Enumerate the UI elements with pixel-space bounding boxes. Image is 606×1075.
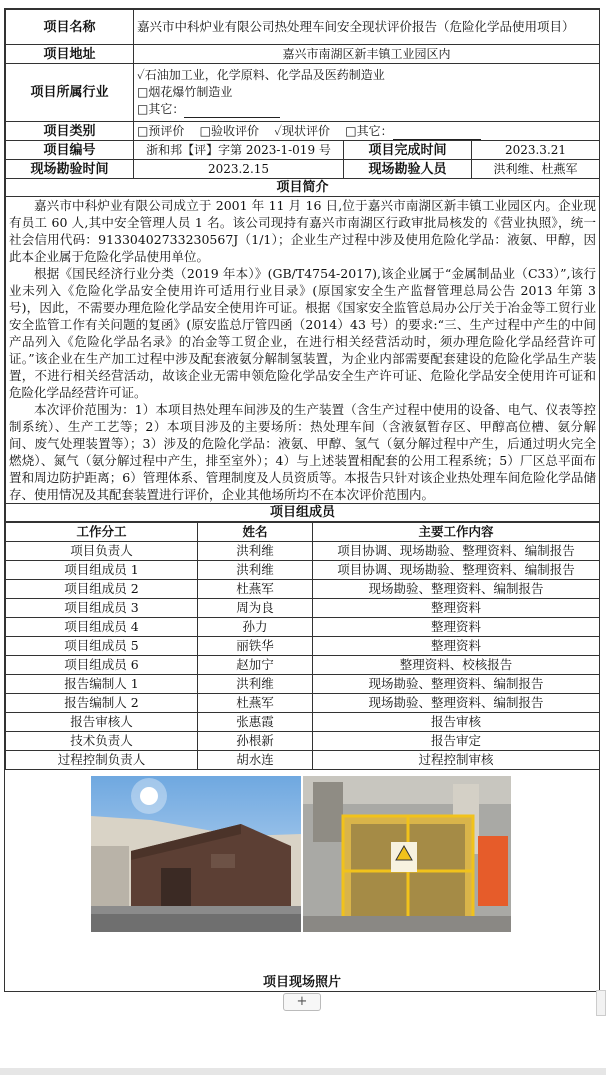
team-duty: 项目协调、现场勘验、整理资料、编制报告 (313, 561, 600, 580)
team-role: 过程控制负责人 (6, 751, 198, 770)
team-role: 项目负责人 (6, 542, 198, 561)
team-header-row (6, 523, 600, 542)
table-row (6, 656, 600, 675)
category-option-label: 其它： (356, 123, 393, 138)
finish-label: 项目完成时间 (344, 141, 472, 160)
category-option-label: 现状评价 (282, 123, 331, 138)
checked-mark-icon: ✓ (274, 123, 282, 138)
table-row (6, 732, 600, 751)
table-row (6, 637, 600, 656)
industry-option-other (137, 101, 596, 118)
team-duty: 整理资料 (313, 618, 600, 637)
team-role: 项目组成员 3 (6, 599, 198, 618)
surveyors-value: 洪利维、杜燕军 (472, 160, 600, 179)
team-role: 项目组成员 5 (6, 637, 198, 656)
blank-line (184, 105, 280, 118)
intro-paragraph: 根据《国民经济行业分类（2019 年本）》(GB/T4754-2017),该企业属于“金属制品业（C33）”,该行业未列入《危险化学品安全使用许可适用行业目录》(原国家安全生产监督管理总局公告 2013 年第 3 号)，因此，不需要办理危险化学品安全使用许可证。根据《国家安全监管总局办公厅关于冶金等工贸行业安全监管工作有关问题的复函》(原安监总厅管四函（2014）43 号）的要求:“三、生产过程中产生的中间产品列入《危险化学品名录》的冶金等工贸企业，在进行相关经营活动时，须办理危险化学品经营许可证。”该企业在生产加工过程中涉及配套液氨分解制氢装置，为企业内部需要配套建设的危险化学品生产装置，不进行相关经营活动，故该企业无需申领危险化学品安全生产许可证、危险化学品安全使用许可证和危险化学品经营许可证。 (9, 266, 596, 400)
scroll-handle[interactable] (596, 990, 606, 1016)
category-label: 项目类别 (6, 122, 134, 141)
team-duty: 整理资料 (313, 599, 600, 618)
team-duty: 项目协调、现场勘验、整理资料、编制报告 (313, 542, 600, 561)
category-options (134, 122, 600, 141)
team-member: 胡水连 (198, 751, 313, 770)
industry-options (134, 64, 600, 122)
industry-option-label: 烟花爆竹制造业 (148, 85, 233, 99)
team-table (5, 522, 600, 770)
team-duty: 报告审核 (313, 713, 600, 732)
team-col-duty: 主要工作内容 (313, 523, 600, 542)
team-title: 项目组成员 (6, 504, 600, 522)
ammonia-cage-photo (303, 776, 511, 932)
category-option-label: 预评价 (148, 123, 185, 138)
factory-building-image (91, 776, 301, 932)
surveyors-label: 现场勘验人员 (344, 160, 472, 179)
table-row (6, 580, 600, 599)
industry-option-fireworks (137, 84, 596, 101)
team-member: 周为良 (198, 599, 313, 618)
team-member: 洪利维 (198, 561, 313, 580)
team-member: 赵加宁 (198, 656, 313, 675)
team-duty: 过程控制审核 (313, 751, 600, 770)
table-row (6, 542, 600, 561)
industry-option-chemical (137, 67, 596, 84)
checkbox-icon: □ (345, 123, 357, 138)
team-duty: 现场勘验、整理资料、编制报告 (313, 580, 600, 599)
industry-label: 项目所属行业 (6, 64, 134, 122)
add-button[interactable]: + (283, 993, 321, 1011)
team-member: 杜燕军 (198, 694, 313, 713)
team-member: 杜燕军 (198, 580, 313, 599)
ammonia-cage-image (303, 776, 511, 932)
team-member: 洪利维 (198, 675, 313, 694)
intro-body (6, 197, 600, 504)
table-row (6, 694, 600, 713)
factory-building-photo (91, 776, 301, 932)
intro-title: 项目简介 (6, 179, 600, 197)
team-role: 项目组成员 1 (6, 561, 198, 580)
table-row (6, 675, 600, 694)
team-member: 丽铁华 (198, 637, 313, 656)
team-duty: 整理资料 (313, 637, 600, 656)
photo-caption: 项目现场照片 (262, 975, 341, 990)
number-label: 项目编号 (6, 141, 134, 160)
blank-line (393, 127, 481, 140)
number-value: 浙和邦【评】字第 2023-1-019 号 (134, 141, 344, 160)
table-row (6, 713, 600, 732)
industry-option-label: 其它： (148, 102, 185, 116)
photo-area (5, 770, 599, 930)
industry-option-label: 石油加工业，化学原料、化学品及医药制造业 (144, 68, 385, 82)
bottom-bar (0, 1068, 606, 1075)
team-member: 孙根新 (198, 732, 313, 751)
table-row (6, 618, 600, 637)
finish-value: 2023.3.21 (472, 141, 600, 160)
team-member: 张惠霞 (198, 713, 313, 732)
report-page (4, 8, 600, 992)
team-member: 洪利维 (198, 542, 313, 561)
address-value: 嘉兴市南湖区新丰镇工业园区内 (134, 45, 600, 64)
survey-time-label: 现场勘验时间 (6, 160, 134, 179)
team-col-name: 姓名 (198, 523, 313, 542)
team-duty: 整理资料、校核报告 (313, 656, 600, 675)
table-row (6, 561, 600, 580)
team-role: 项目组成员 4 (6, 618, 198, 637)
intro-paragraph: 嘉兴市中科炉业有限公司成立于 2001 年 11 月 16 日,位于嘉兴市南湖区新丰镇工业园区内。企业现有员工 60 人,其中安全管理人员 1 名。该公司现持有嘉兴市南湖区行政审批局核发的《营业执照》，统一社会信用代码：91330402733230567J（1/1）；企业生产过程中涉及使用危险化学品：液氨、甲醇，因此本企业属于危险化学品使用单位。 (9, 198, 596, 264)
team-duty: 现场勘验、整理资料、编制报告 (313, 675, 600, 694)
project-name-label: 项目名称 (6, 10, 134, 45)
checkbox-icon: □ (137, 123, 149, 138)
table-row (6, 599, 600, 618)
team-role: 项目组成员 6 (6, 656, 198, 675)
team-role: 报告编制人 2 (6, 694, 198, 713)
team-col-role: 工作分工 (6, 523, 198, 542)
team-role: 报告审核人 (6, 713, 198, 732)
project-info-table (5, 9, 600, 522)
team-role: 技术负责人 (6, 732, 198, 751)
checkbox-icon: □ (199, 123, 211, 138)
checkbox-icon: □ (137, 85, 149, 99)
category-option-label: 验收评价 (210, 123, 259, 138)
team-duty: 现场勘验、整理资料、编制报告 (313, 694, 600, 713)
address-label: 项目地址 (6, 45, 134, 64)
team-duty: 报告审定 (313, 732, 600, 751)
checkbox-icon: □ (137, 102, 149, 116)
table-row (6, 751, 600, 770)
team-member: 孙力 (198, 618, 313, 637)
project-name-value: 嘉兴市中科炉业有限公司热处理车间安全现状评价报告（危险化学品使用项目） (134, 10, 600, 45)
survey-time-value: 2023.2.15 (134, 160, 344, 179)
checked-mark-icon: ✓ (137, 68, 145, 82)
intro-paragraph: 本次评价范围为：1）本项目热处理车间涉及的生产装置（含生产过程中使用的设备、电气、仪表等控制系统）、生产工艺等；2）本项目涉及的主要场所：热处理车间（含液氨暂存区、甲醇高位槽、氨分解间、废气处理装置等）；3）涉及的危险化学品：液氨、甲醇、氢气（氨分解过程中产生，后通过明火完全燃烧）、氮气（氨分解过程中产生，排至室外）；4）与上述装置相配套的公用工程系统；5）厂区总平面布置和周边防护距离；6）管理体系、管理制度及人员资质等。本报告只针对该企业热处理车间危险化学品储存、使用情况及其配套装置进行评价，企业其他场所均不在本次评价范围内。 (9, 402, 596, 502)
team-role: 项目组成员 2 (6, 580, 198, 599)
team-role: 报告编制人 1 (6, 675, 198, 694)
